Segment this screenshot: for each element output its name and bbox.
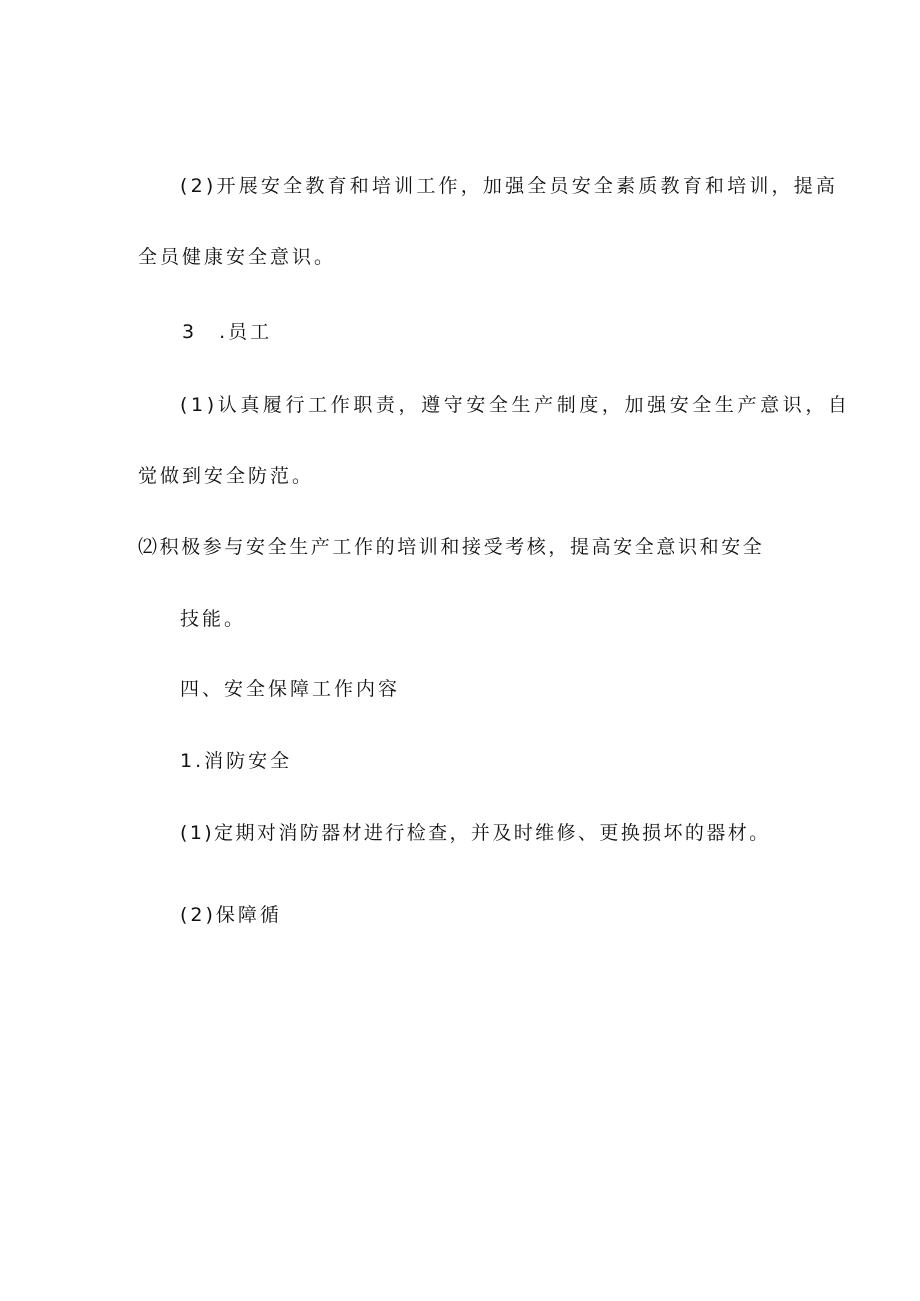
paragraph-line: 全员健康安全意识。 [138,246,337,268]
paragraph-line: 觉做到安全防范。 [138,465,315,487]
paragraph-line: 技能。 [180,608,247,630]
section-heading: 1.消防安全 [180,750,293,772]
section-heading: 3 .员工 [182,321,273,343]
chapter-heading: 四、安全保障工作内容 [180,678,401,700]
paragraph-line: (2)开展安全教育和培训工作，加强全员安全素质教育和培训，提高 [180,175,839,197]
paragraph-line: (1)定期对消防器材进行检查，并及时维修、更换损坏的器材。 [180,822,771,844]
paragraph-line: (1)认真履行工作职责，遵守安全生产制度，加强安全生产意识，自 [180,394,851,416]
paragraph-line: ⑵积极参与安全生产工作的培训和接受考核，提高安全意识和安全 [138,536,765,558]
paragraph-line: (2)保障循 [180,904,282,926]
